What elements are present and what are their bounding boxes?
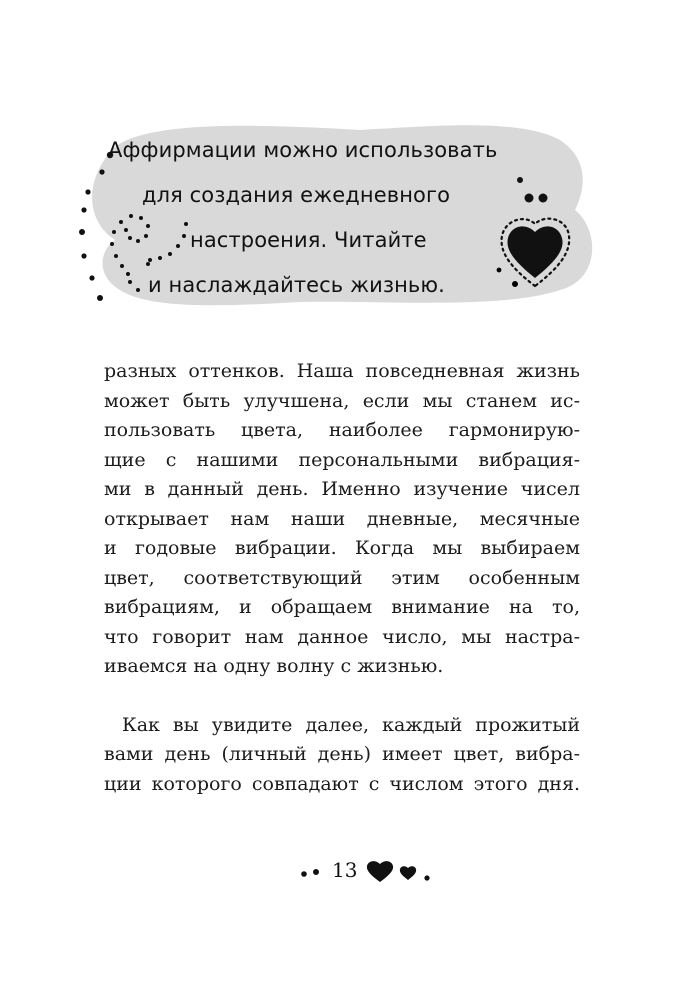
text-line: ции которого совпадают с числом этого дня. (104, 772, 580, 795)
body-text (104, 357, 580, 799)
text-line: разных оттенков. Наша повседневная жизнь (104, 360, 580, 382)
affirmation-text (108, 128, 548, 308)
text-line: вами день (личный день) имеет цвет, вибра- (104, 743, 580, 765)
affirmation-line: настроения. Читайте (190, 228, 427, 252)
heart-icon (367, 861, 393, 882)
footer-ornament (292, 856, 442, 886)
affirmation-callout (0, 110, 686, 330)
text-line: и годовые вибрации. Когда мы выбираем (104, 537, 580, 559)
text-line: ми в данный день. Именно изучение чисел (104, 478, 580, 500)
affirmation-line: Аффирмации можно использовать (108, 138, 498, 162)
footer-dot (313, 869, 319, 875)
text-line: цвет, соответствующий этим особенным (104, 566, 580, 589)
affirmation-line: и наслаждайтесь жизнью. (148, 273, 445, 297)
heart-icon (400, 866, 416, 880)
page-number: 13 (332, 858, 358, 882)
footer-dot (301, 871, 307, 877)
text-line: вибрациям, и обращаем внимание на то, (104, 596, 580, 618)
paragraph-gap (104, 682, 580, 711)
text-line: Как вы увидите далее, каждый прожитый (122, 713, 580, 736)
text-line: иваемся на одну волну с жизнью. (104, 655, 444, 677)
text-line: открывает нам наши дневные, месячные (104, 507, 580, 530)
footer-dot (424, 875, 429, 880)
affirmation-line: для создания ежедневного (142, 183, 451, 207)
text-line: что говорит нам данное число, мы настра- (104, 625, 580, 648)
text-line: пользовать цвета, наиболее гармонирую- (104, 419, 580, 441)
page-footer (292, 856, 442, 886)
text-line: щие с нашими персональными вибрация- (104, 448, 580, 471)
text-line: может быть улучшена, если мы станем ис- (104, 389, 580, 412)
